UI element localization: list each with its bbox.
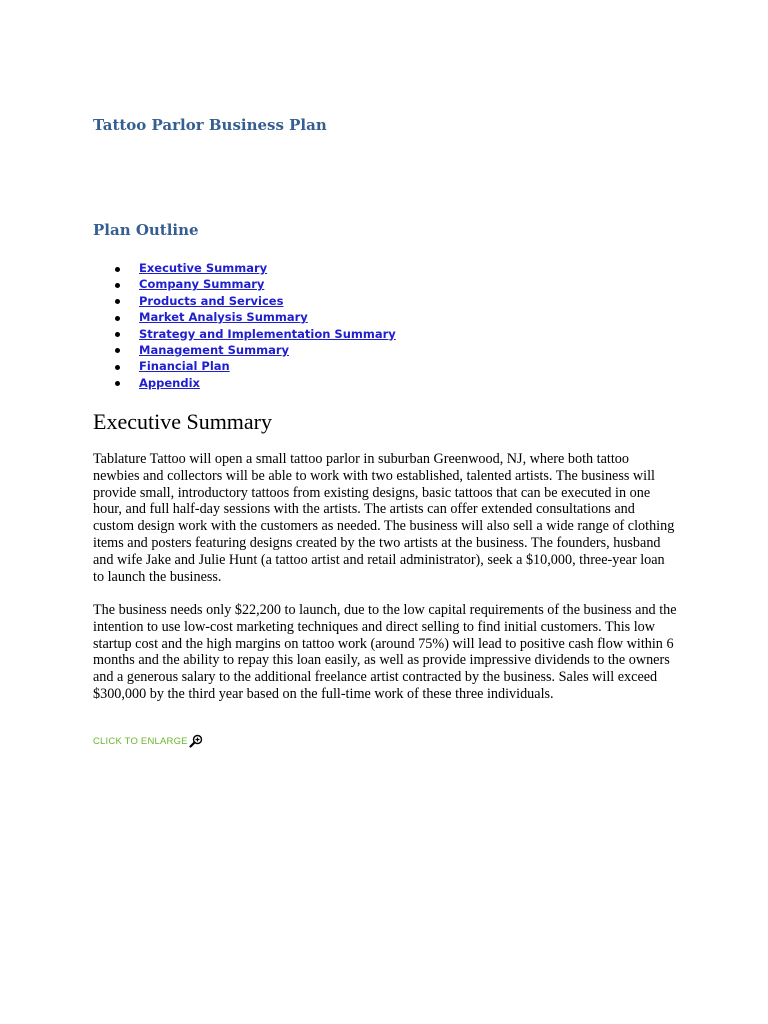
list-item <box>93 358 396 374</box>
outline-link-strategy-and-implementation-summary[interactable]: Strategy and Implementation Summary <box>139 326 396 341</box>
bullet-icon <box>115 299 120 304</box>
bullet-icon <box>115 348 120 353</box>
bullet-icon <box>115 365 120 370</box>
list-item <box>93 260 396 276</box>
outline-link-financial-plan[interactable]: Financial Plan <box>139 359 230 374</box>
bullet-icon <box>115 267 120 272</box>
outline-link-appendix[interactable]: Appendix <box>139 375 200 390</box>
click-to-enlarge-label: CLICK TO ENLARGE <box>93 735 188 747</box>
executive-summary-paragraph-2: The business needs only $22,200 to launch, due to the low capital requirements of the business and the intention to use low-cost marketing techniques and direct selling to find initial customers. This low startup cost and the high margins on tattoo work (around 75%) will lead to positive cash flow within 6 months and the ability to repay this loan easily, as well as provide impressive dividends to the owners and a generous salary to the additional freelance artist contracted by the business. Sales will exceed $300,000 by the third year based on the full-time work of these three individuals. <box>93 602 677 702</box>
outline-link-products-and-services[interactable]: Products and Services <box>139 293 284 308</box>
bullet-icon <box>115 316 120 321</box>
bullet-icon <box>115 283 120 288</box>
list-item <box>93 342 396 358</box>
outline-link-management-summary[interactable]: Management Summary <box>139 342 290 357</box>
magnifier-zoom-icon <box>189 734 203 748</box>
executive-summary-heading: Executive Summary <box>93 409 273 434</box>
document-title: Tattoo Parlor Business Plan <box>93 116 327 134</box>
executive-summary-paragraph-1: Tablature Tattoo will open a small tattoo parlor in suburban Greenwood, NJ, where both tattoo newbies and collectors will be able to work with two established, talented artists. The business will provide small, introductory tattoos from existing designs, basic tattoos that can be executed in one hour, and full half-day sessions with the artists. The artists can offer extended consultations and custom design work with the customers as needed. The business will also sell a wide range of clothing items and posters featuring designs created by the two artists at the business. The founders, husband and wife Jake and Julie Hunt (a tattoo artist and retail administrator), seek a $10,000, three-year loan to launch the business. <box>93 451 675 585</box>
bullet-icon <box>115 381 120 386</box>
list-item <box>93 276 396 292</box>
bullet-icon <box>115 332 120 337</box>
plan-outline-heading: Plan Outline <box>93 221 199 239</box>
list-item <box>93 293 396 309</box>
list-item <box>93 375 396 391</box>
outline-link-company-summary[interactable]: Company Summary <box>139 277 265 292</box>
outline-link-executive-summary[interactable]: Executive Summary <box>139 261 268 275</box>
list-item <box>93 326 396 342</box>
list-item <box>93 309 396 325</box>
click-to-enlarge-link[interactable] <box>93 734 203 748</box>
outline-link-market-analysis-summary[interactable]: Market Analysis Summary <box>139 310 308 325</box>
plan-outline-list <box>93 260 396 391</box>
